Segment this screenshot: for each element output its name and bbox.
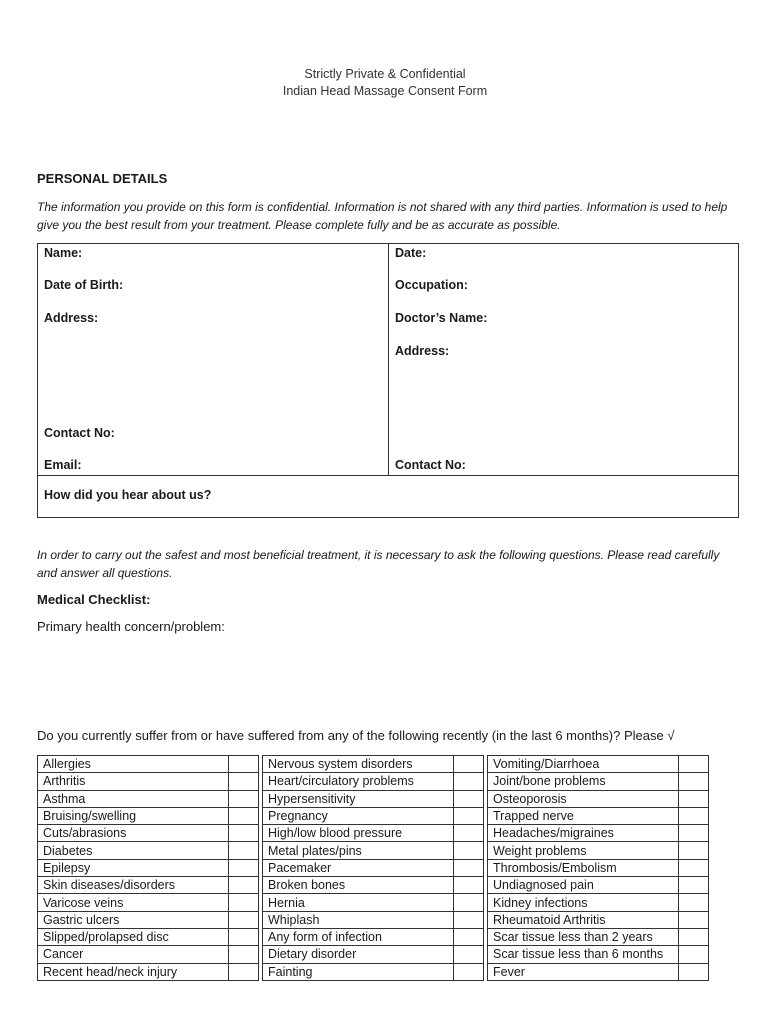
condition-label: Diabetes <box>38 842 229 859</box>
condition-label: Weight problems <box>488 842 679 859</box>
table-row <box>38 825 709 842</box>
form-header <box>0 66 770 100</box>
condition-label: Trapped nerve <box>488 807 679 824</box>
condition-checkbox[interactable] <box>454 790 484 807</box>
column-divider <box>388 244 389 475</box>
condition-checkbox[interactable] <box>679 946 709 963</box>
condition-checkbox[interactable] <box>454 756 484 773</box>
table-row <box>38 756 709 773</box>
doctor-name-field[interactable]: Doctor’s Name: <box>395 311 488 325</box>
condition-label: Fainting <box>263 963 454 980</box>
contact-no-field[interactable]: Contact No: <box>44 426 115 440</box>
medical-intro: In order to carry out the safest and most beneficial treatment, it is necessary to ask the following questions. Please read carefully and answer all questions. <box>37 548 720 580</box>
condition-label: Cancer <box>38 946 229 963</box>
condition-checkbox[interactable] <box>454 773 484 790</box>
condition-label: Skin diseases/disorders <box>38 877 229 894</box>
condition-label: Undiagnosed pain <box>488 877 679 894</box>
condition-label: Pacemaker <box>263 859 454 876</box>
condition-checkbox[interactable] <box>229 773 259 790</box>
condition-label: Kidney infections <box>488 894 679 911</box>
table-row <box>38 928 709 945</box>
condition-checkbox[interactable] <box>454 859 484 876</box>
form-title: Indian Head Massage Consent Form <box>282 84 488 98</box>
table-row <box>38 859 709 876</box>
table-row <box>38 963 709 980</box>
condition-checkbox[interactable] <box>454 877 484 894</box>
condition-checkbox[interactable] <box>679 825 709 842</box>
condition-label: Headaches/migraines <box>488 825 679 842</box>
condition-label: High/low blood pressure <box>263 825 454 842</box>
table-row <box>38 773 709 790</box>
checklist-question: Do you currently suffer from or have suffered from any of the following recently (in the last 6 months)? Please √ <box>37 728 675 743</box>
condition-checkbox[interactable] <box>679 928 709 945</box>
doctor-contact-no-field[interactable]: Contact No: <box>395 458 466 472</box>
condition-label: Thrombosis/Embolism <box>488 859 679 876</box>
condition-checkbox[interactable] <box>454 842 484 859</box>
condition-checkbox[interactable] <box>229 877 259 894</box>
condition-checkbox[interactable] <box>229 842 259 859</box>
condition-checkbox[interactable] <box>454 807 484 824</box>
hear-about-us-field[interactable]: How did you hear about us? <box>44 488 212 502</box>
condition-checkbox[interactable] <box>679 790 709 807</box>
occupation-field[interactable]: Occupation: <box>395 278 468 292</box>
condition-checkbox[interactable] <box>229 807 259 824</box>
condition-checkbox[interactable] <box>229 946 259 963</box>
condition-checkbox[interactable] <box>454 894 484 911</box>
condition-label: Rheumatoid Arthritis <box>488 911 679 928</box>
condition-label: Scar tissue less than 6 months <box>488 946 679 963</box>
medical-checklist-title: Medical Checklist: <box>37 592 151 607</box>
condition-checkbox[interactable] <box>679 859 709 876</box>
email-field[interactable]: Email: <box>44 458 82 472</box>
condition-label: Bruising/swelling <box>38 807 229 824</box>
condition-label: Cuts/abrasions <box>38 825 229 842</box>
condition-label: Slipped/prolapsed disc <box>38 928 229 945</box>
condition-label: Nervous system disorders <box>263 756 454 773</box>
table-row <box>38 911 709 928</box>
condition-label: Pregnancy <box>263 807 454 824</box>
condition-label: Dietary disorder <box>263 946 454 963</box>
condition-checkbox[interactable] <box>454 928 484 945</box>
address-field[interactable]: Address: <box>44 311 99 325</box>
doctor-address-field[interactable]: Address: <box>395 344 450 358</box>
condition-checkbox[interactable] <box>229 859 259 876</box>
condition-label: Hernia <box>263 894 454 911</box>
condition-checkbox[interactable] <box>679 842 709 859</box>
condition-label: Arthritis <box>38 773 229 790</box>
condition-checkbox[interactable] <box>679 894 709 911</box>
condition-checkbox[interactable] <box>229 825 259 842</box>
condition-label: Vomiting/Diarrhoea <box>488 756 679 773</box>
condition-label: Heart/circulatory problems <box>263 773 454 790</box>
condition-checkbox[interactable] <box>679 807 709 824</box>
condition-checkbox[interactable] <box>229 963 259 980</box>
medical-checklist-table <box>37 755 709 981</box>
condition-label: Fever <box>488 963 679 980</box>
condition-checkbox[interactable] <box>454 963 484 980</box>
condition-checkbox[interactable] <box>229 928 259 945</box>
condition-checkbox[interactable] <box>679 911 709 928</box>
dob-field[interactable]: Date of Birth: <box>44 278 124 292</box>
date-field[interactable]: Date: <box>395 246 427 260</box>
condition-checkbox[interactable] <box>679 756 709 773</box>
condition-checkbox[interactable] <box>454 825 484 842</box>
table-row <box>38 790 709 807</box>
condition-label: Any form of infection <box>263 928 454 945</box>
personal-details-title: PERSONAL DETAILS <box>37 171 168 186</box>
personal-details-intro: The information you provide on this form is confidential. Information is not shared with any third parties. Information is used to help give you the best result from your treatment. Please complete fully and be as accurate as possible. <box>37 200 728 232</box>
table-row <box>38 842 709 859</box>
table-row <box>38 877 709 894</box>
name-field[interactable]: Name: <box>44 246 83 260</box>
condition-label: Allergies <box>38 756 229 773</box>
condition-label: Asthma <box>38 790 229 807</box>
personal-details-box <box>37 243 739 518</box>
condition-label: Gastric ulcers <box>38 911 229 928</box>
condition-checkbox[interactable] <box>229 894 259 911</box>
condition-checkbox[interactable] <box>229 756 259 773</box>
condition-checkbox[interactable] <box>679 963 709 980</box>
condition-label: Hypersensitivity <box>263 790 454 807</box>
condition-label: Metal plates/pins <box>263 842 454 859</box>
condition-checkbox[interactable] <box>679 773 709 790</box>
table-row <box>38 946 709 963</box>
row-divider <box>38 475 738 476</box>
condition-checkbox[interactable] <box>229 911 259 928</box>
condition-checkbox[interactable] <box>229 790 259 807</box>
condition-checkbox[interactable] <box>454 911 484 928</box>
condition-label: Osteoporosis <box>488 790 679 807</box>
condition-label: Whiplash <box>263 911 454 928</box>
confidential-heading: Strictly Private & Confidential <box>304 67 466 81</box>
primary-concern-field[interactable]: Primary health concern/problem: <box>37 619 225 634</box>
condition-label: Epilepsy <box>38 859 229 876</box>
condition-label: Varicose veins <box>38 894 229 911</box>
condition-checkbox[interactable] <box>679 877 709 894</box>
table-row <box>38 807 709 824</box>
condition-label: Scar tissue less than 2 years <box>488 928 679 945</box>
table-row <box>38 894 709 911</box>
condition-label: Recent head/neck injury <box>38 963 229 980</box>
condition-checkbox[interactable] <box>454 946 484 963</box>
condition-label: Broken bones <box>263 877 454 894</box>
condition-label: Joint/bone problems <box>488 773 679 790</box>
